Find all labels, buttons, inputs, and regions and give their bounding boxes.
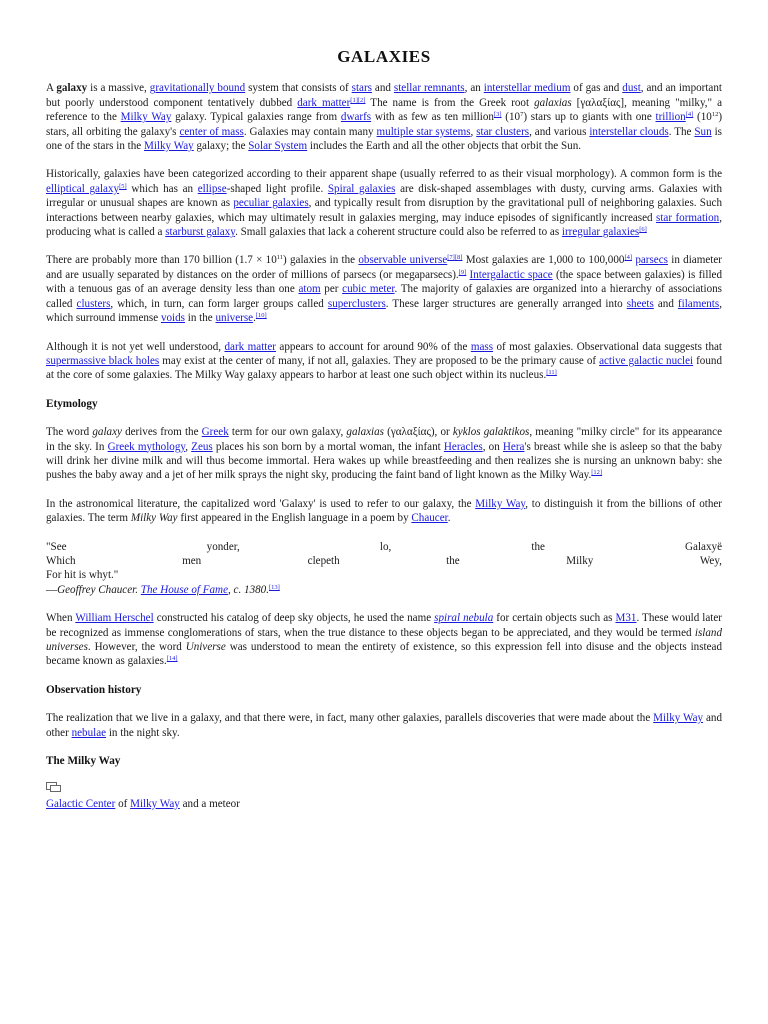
link-dwarfs[interactable]: dwarfs: [340, 111, 372, 124]
link-sheets[interactable]: sheets: [626, 297, 654, 310]
text: , producing what is called a: [46, 211, 722, 239]
dark-matter-paragraph: [46, 340, 722, 383]
text: When: [46, 612, 76, 625]
link-starburst-galaxy[interactable]: starburst galaxy: [165, 226, 236, 239]
text: and: [372, 82, 394, 95]
count-paragraph: [46, 253, 722, 325]
citation-link[interactable]: [4]: [624, 254, 633, 262]
text: . These larger structures are generally arranged into: [385, 297, 627, 310]
poem-word: the: [446, 554, 460, 567]
text: Most galaxies are 1,000 to 100,000: [462, 254, 625, 267]
text: appears to account for around 90% of the: [275, 340, 471, 353]
italic-term: kyklos galaktikos: [452, 426, 530, 439]
link-sun[interactable]: Sun: [694, 125, 712, 138]
text: ,: [470, 125, 477, 138]
text: system that consists of: [245, 82, 352, 95]
link-chaucer[interactable]: Chaucer: [411, 512, 448, 525]
citation-link[interactable]: [8]: [454, 254, 463, 262]
poem-word: Galaxyë: [685, 540, 722, 553]
citation-link[interactable]: [4]: [685, 111, 694, 119]
intro-paragraph: [46, 81, 722, 153]
text: with as few as ten million: [371, 111, 494, 124]
link-center-of-mass[interactable]: center of mass: [179, 125, 244, 138]
etymology-paragraph: [46, 425, 722, 483]
citation-link[interactable]: [3]: [493, 111, 502, 119]
poem-word: yonder,: [206, 540, 240, 553]
link-universe[interactable]: universe: [215, 312, 254, 325]
text: .: [253, 312, 256, 325]
text: of most galaxies. Observational data suggests that: [493, 340, 723, 353]
herschel-paragraph: [46, 611, 722, 669]
text: ) stars, all orbiting the galaxy's: [46, 111, 723, 138]
heading-observation-history: Observation history: [46, 683, 142, 696]
author-name: Geoffrey Chaucer: [57, 583, 136, 596]
text: . Galaxies may contain many: [243, 125, 377, 138]
poem-word: Which: [46, 554, 76, 567]
citation-link[interactable]: [5]: [119, 182, 127, 190]
poem-word: clepeth: [307, 554, 340, 567]
link-irregular-galaxies[interactable]: irregular galaxies: [561, 226, 640, 239]
text: are disk-shaped assemblages with dusty, curving arms. Galaxies with irregular or unusual shapes are known as: [46, 182, 723, 210]
link-milky-way[interactable]: Milky Way: [130, 797, 180, 810]
image-caption: [46, 797, 722, 811]
link-mass[interactable]: mass: [470, 340, 494, 353]
text: (γαλαξίας), or: [383, 426, 453, 439]
link-star-clusters[interactable]: star clusters: [476, 125, 530, 138]
poem-line-1: [46, 540, 722, 554]
link-supermassive-black-holes[interactable]: supermassive black holes: [46, 354, 160, 367]
poem-word: lo,: [379, 540, 392, 553]
link-greek-mythology[interactable]: Greek mythology: [107, 440, 186, 453]
text: includes the Earth and all the other objects that orbit the Sun.: [307, 140, 582, 153]
link-peculiar-galaxies[interactable]: peculiar galaxies: [233, 197, 309, 210]
link-hera[interactable]: Hera: [502, 440, 525, 453]
link-elliptical-galaxy[interactable]: elliptical galaxy: [46, 182, 120, 195]
text: . However, the word: [87, 641, 186, 653]
text: . Small galaxies that lack a coherent structure could also be referred to as: [235, 226, 562, 239]
text: of: [115, 797, 131, 810]
citation-link[interactable]: [14]: [166, 655, 178, 663]
link-heracles[interactable]: Heracles: [443, 440, 483, 453]
italic-term: island universes: [46, 626, 722, 653]
text: .: [447, 512, 451, 525]
text: for certain objects such as: [493, 612, 616, 625]
link-trillion[interactable]: trillion: [655, 111, 686, 124]
text: (the space between galaxies) is filled with a tenuous gas of an average density less than one: [46, 268, 723, 296]
link-interstellar-clouds[interactable]: interstellar clouds: [589, 125, 669, 138]
text: of gas and: [570, 82, 623, 95]
link-ellipse[interactable]: ellipse: [197, 182, 227, 195]
text: is one of the stars in the: [46, 125, 722, 153]
poem-line-2: [46, 554, 722, 568]
link-nebulae[interactable]: nebulae: [71, 726, 107, 739]
poem-word: Wey,: [699, 554, 722, 567]
text: and a meteor: [179, 797, 240, 810]
text: is a massive,: [87, 82, 150, 95]
link-m31[interactable]: M31: [615, 612, 637, 625]
link-dark-matter[interactable]: dark matter: [297, 96, 351, 109]
text: In the astronomical literature, the capitalized word 'Galaxy' is used to refer to our galaxy, the: [46, 497, 476, 510]
poem-attribution: [46, 583, 722, 597]
link-house-of-fame[interactable]: The House of Fame: [140, 583, 228, 596]
citation-link[interactable]: [7]: [447, 254, 455, 262]
poem-word: the: [531, 540, 545, 553]
text: , which surround immense: [46, 297, 722, 325]
text: Although it is not yet well understood,: [46, 340, 225, 353]
link-active-galactic-nuclei[interactable]: active galactic nuclei: [599, 354, 694, 367]
text: , an: [464, 82, 484, 95]
italic-term: galaxias: [346, 426, 384, 439]
text: ) galaxies in the: [283, 254, 359, 267]
text: in diameter and are usually separated by distances on the order of millions of parsecs (or megaparsecs).: [46, 254, 722, 281]
text: , meaning "milky circle" for its appearance in the sky. In: [46, 426, 723, 453]
link-stellar-remnants[interactable]: stellar remnants: [393, 82, 465, 95]
page-title: GALAXIES: [337, 47, 431, 66]
link-filaments[interactable]: filaments: [677, 297, 720, 310]
citation-link[interactable]: [6]: [639, 226, 647, 234]
text: found at the core of some galaxies. The Milky Way galaxy appears to harbor at least one such object within its nucleus.: [46, 354, 722, 382]
link-observable-universe[interactable]: observable universe: [358, 254, 448, 267]
citation-link[interactable]: [11]: [546, 369, 557, 377]
text: ,: [185, 440, 192, 453]
text: The word: [46, 426, 93, 439]
text: , c. 1380.: [228, 583, 269, 596]
citation-link[interactable]: [13]: [268, 583, 280, 591]
italic-term: Milky Way: [130, 512, 178, 525]
link-zeus[interactable]: Zeus: [191, 440, 213, 453]
link-dust[interactable]: dust: [622, 82, 641, 95]
italic-term: galaxias: [534, 96, 572, 109]
link-spiral-nebula[interactable]: spiral nebula: [434, 612, 494, 625]
text: , and an important but poorly understood component tentatively dubbed: [46, 82, 722, 109]
bold-term: galaxy: [56, 82, 88, 95]
text: (10: [693, 111, 712, 124]
text: -shaped light profile.: [226, 182, 328, 195]
text: There are probably more than 170 billion (1.7 × 10: [46, 254, 277, 267]
link-intergalactic-space[interactable]: Intergalactic space: [469, 268, 553, 281]
text: , and various: [529, 125, 590, 138]
text: constructed his catalog of deep sky objects, he used the name: [153, 612, 435, 625]
citation-link[interactable]: [9]: [458, 268, 467, 276]
poem-word: men: [182, 554, 202, 567]
link-gravitationally-bound[interactable]: gravitationally bound: [149, 82, 246, 95]
citation-link[interactable]: [10]: [255, 312, 267, 320]
text: The name is from the Greek root: [365, 96, 535, 109]
text: The realization that we live in a galaxy, and that there were, in fact, many other galaxies, parallels discoveries that were made about the: [46, 712, 654, 725]
citation-link[interactable]: [12]: [591, 469, 603, 477]
link-milky-way[interactable]: Milky Way: [475, 497, 526, 510]
link-stars[interactable]: stars: [351, 82, 372, 95]
text: Historically, galaxies have been categorized according to their apparent shape (usually referred to as their visual morphology). A common form is the: [46, 168, 722, 181]
link-milky-way[interactable]: Milky Way: [143, 140, 194, 153]
link-atom[interactable]: atom: [298, 283, 321, 296]
text: , which, in turn, can form larger groups called: [110, 297, 328, 310]
link-greek[interactable]: Greek: [201, 426, 229, 439]
citation-link[interactable]: [2]: [357, 96, 366, 104]
text: . These would later be recognized as immense conglomerations of stars, when the true distance to these objects began to be appreciated, and they would be termed: [46, 612, 723, 639]
exponent: 11: [276, 254, 284, 262]
poem-word: Milky: [566, 554, 594, 567]
text: and: [653, 297, 678, 310]
exponent: 7: [520, 111, 524, 119]
text: in the night sky.: [106, 726, 180, 739]
link-milky-way[interactable]: Milky Way: [120, 111, 172, 124]
link-spiral-galaxies[interactable]: Spiral galaxies: [327, 182, 396, 195]
text: ) stars up to giants with one: [523, 111, 656, 124]
text: [γαλαξίας], meaning "milky," a reference to the: [46, 96, 723, 124]
link-voids[interactable]: voids: [160, 312, 185, 325]
text: —: [46, 583, 58, 596]
text: .: [135, 583, 141, 596]
citation-link[interactable]: [1]: [350, 96, 358, 104]
link-clusters[interactable]: clusters: [76, 297, 111, 310]
link-multiple-star-systems[interactable]: multiple star systems: [376, 125, 471, 138]
link-milky-way[interactable]: Milky Way: [653, 712, 704, 725]
link-galactic-center[interactable]: Galactic Center: [46, 797, 116, 810]
text: derives from the: [121, 426, 202, 439]
text: per: [320, 283, 343, 296]
text: , and typically result from disruption by the gravitational pull of neighboring galaxies. Such interactions between nearby galaxies, which may ultimately result in galaxies merging, may induce episodes of significantly increased: [46, 197, 722, 224]
italic-term: Universe: [185, 641, 226, 653]
link-william-herschel[interactable]: William Herschel: [75, 612, 154, 625]
heading-milky-way: The Milky Way: [46, 755, 121, 768]
text: , on: [482, 440, 503, 453]
italic-term: galaxy: [92, 426, 122, 439]
poem-word: "See: [46, 540, 67, 553]
poem-line-3: For hit is whyt.": [46, 569, 119, 582]
observation-paragraph: [46, 711, 722, 740]
link-superclusters[interactable]: superclusters: [327, 297, 386, 310]
text: which has an: [126, 182, 198, 195]
text: places his son born by a mortal woman, the infant: [212, 440, 444, 453]
link-cubic-meter[interactable]: cubic meter: [342, 283, 395, 296]
link-parsecs[interactable]: parsecs: [635, 254, 668, 267]
poem-quote: [46, 540, 722, 583]
text: . The: [668, 125, 695, 138]
heading-etymology: Etymology: [46, 397, 98, 410]
enlarge-icon[interactable]: [46, 782, 60, 791]
text: first appeared in the English language in a poem by: [177, 512, 412, 525]
text: , to distinguish it from the billions of other galaxies. The term: [46, 497, 722, 525]
exponent: 12: [711, 111, 719, 119]
text: term for our own galaxy,: [228, 426, 347, 439]
morphology-paragraph: [46, 167, 722, 239]
text: (10: [501, 111, 521, 124]
galaxy-term-paragraph: [46, 497, 722, 526]
text: galaxy. Typical galaxies range from: [171, 111, 341, 124]
text: in the: [184, 312, 216, 325]
text: may exist at the center of many, if not all, galaxies. They are proposed to be the primary cause of: [159, 354, 600, 367]
text: galaxy; the: [193, 140, 249, 153]
text: was understood to mean the entirety of existence, so this expression fell into disuse and the objects instead became known as galaxies.: [46, 641, 722, 668]
link-dark-matter[interactable]: dark matter: [224, 340, 276, 353]
text: and other: [46, 712, 723, 739]
text: . The majority of galaxies are organized into a hierarchy of associations called: [46, 283, 722, 310]
link-solar-system[interactable]: Solar System: [248, 140, 308, 153]
text: A: [46, 82, 57, 95]
link-star-formation[interactable]: star formation: [656, 211, 720, 224]
text: 's breast while she is asleep so that the baby will drink her divine milk and will thus become immortal. Hera wakes up while breastfeeding and then realizes she is nursing an unknown baby: she pushes the baby away and a jet of her milk sprays the night sky, producing the faint band of light known as the Milky Way.: [46, 440, 723, 482]
link-interstellar-medium[interactable]: interstellar medium: [483, 82, 571, 95]
